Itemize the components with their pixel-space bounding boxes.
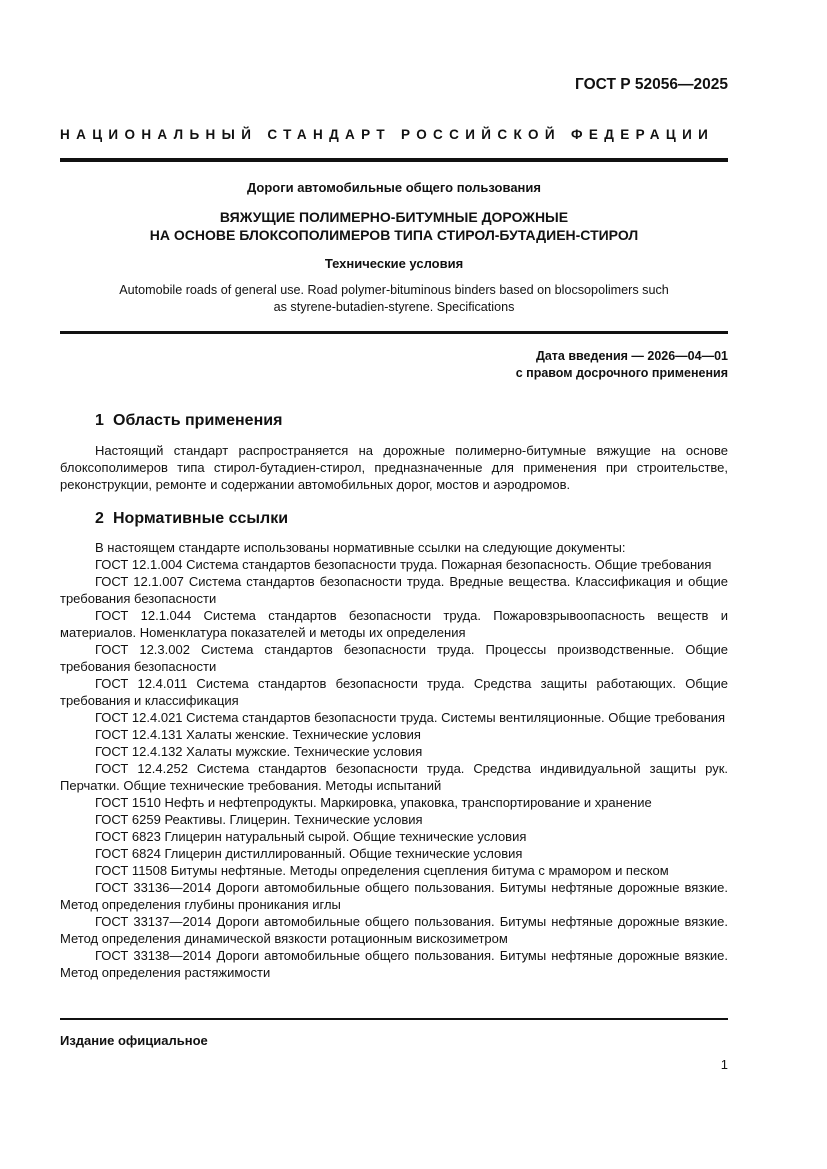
section-1-paragraph: Настоящий стандарт распространяется на дорожные полимерно-битумные вяжущие на основе блоксополимеров типа стирол-бутадиен-стирол, предназначенные для применения при строительстве, реконструкции, ремонте и содержании автомобильных дорог, мостов и аэродромов. (60, 443, 728, 492)
reference-item: ГОСТ 1510 Нефть и нефтепродукты. Маркировка, упаковка, транспортирование и хранение (95, 795, 652, 810)
reference-item: ГОСТ 12.4.132 Халаты мужские. Технические условия (95, 744, 423, 759)
reference-item: ГОСТ 6259 Реактивы. Глицерин. Технические условия (95, 812, 423, 827)
reference-item: ГОСТ 12.1.004 Система стандартов безопасности труда. Пожарная безопасность. Общие требования (95, 557, 712, 572)
edition-label: Издание официальное (60, 1033, 208, 1048)
introduction-date-line-2: с правом досрочного применения (515, 366, 728, 380)
reference-item: ГОСТ 6823 Глицерин натуральный сырой. Общие технические условия (95, 829, 527, 844)
middle-rule (60, 331, 728, 334)
english-title-line-1: Automobile roads of general use. Road polymer-bituminous binders based on blocsopolimers such (119, 283, 669, 297)
section-2-number: 2 (95, 510, 104, 527)
reference-item: ГОСТ 12.4.252 Система стандартов безопасности труда. Средства индивидуальной защиты рук. Перчатки. Общие технические требования. Методы испытаний (60, 761, 728, 793)
english-title (60, 282, 728, 316)
introduction-date (516, 348, 728, 382)
section-2-intro: В настоящем стандарте использованы нормативные ссылки на следующие документы: (95, 540, 626, 555)
document-number: ГОСТ Р 52056—2025 (575, 76, 728, 93)
document-title (60, 208, 728, 244)
section-2-heading (95, 510, 288, 528)
reference-list (60, 556, 728, 981)
title-line-2: НА ОСНОВЕ БЛОКСОПОЛИМЕРОВ ТИПА СТИРОЛ-БУТАДИЕН-СТИРОЛ (149, 227, 639, 243)
reference-item: ГОСТ 11508 Битумы нефтяные. Методы определения сцепления битума с мрамором и песком (95, 863, 669, 878)
reference-item: ГОСТ 12.3.002 Система стандартов безопасности труда. Процессы производственные. Общие требования безопасности (60, 642, 728, 674)
section-1-title: Область применения (113, 412, 283, 429)
document-subtitle: Технические условия (324, 256, 464, 271)
reference-item: ГОСТ 33137—2014 Дороги автомобильные общего пользования. Битумы нефтяные дорожные вязкие. Метод определения динамической вязкости ротационным вискозиметром (60, 914, 728, 946)
reference-item: ГОСТ 12.1.007 Система стандартов безопасности труда. Вредные вещества. Классификация и общие требования безопасности (60, 574, 728, 606)
top-rule (60, 158, 728, 162)
introduction-date-line-1: Дата введения — 2026—04—01 (535, 349, 728, 363)
reference-item: ГОСТ 12.4.131 Халаты женские. Технические условия (95, 727, 421, 742)
page-number: 1 (720, 1057, 728, 1072)
reference-item: ГОСТ 12.4.011 Система стандартов безопасности труда. Средства защиты работающих. Общие требования и классификация (60, 676, 728, 708)
reference-item: ГОСТ 12.1.044 Система стандартов безопасности труда. Пожаровзрывоопасность веществ и материалов. Номенклатура показателей и методы их определения (60, 608, 728, 640)
standard-banner: НАЦИОНАЛЬНЫЙ СТАНДАРТ РОССИЙСКОЙ ФЕДЕРАЦИИ (60, 127, 715, 142)
reference-item: ГОСТ 6824 Глицерин дистиллированный. Общие технические условия (95, 846, 523, 861)
road-category: Дороги автомобильные общего пользования (247, 180, 541, 195)
section-1-body (60, 442, 728, 493)
reference-item: ГОСТ 33136—2014 Дороги автомобильные общего пользования. Битумы нефтяные дорожные вязкие. Метод определения глубины проникания иглы (60, 880, 728, 912)
section-1-number: 1 (95, 412, 104, 429)
reference-item: ГОСТ 12.4.021 Система стандартов безопасности труда. Системы вентиляционные. Общие требования (95, 710, 726, 725)
title-line-1: ВЯЖУЩИЕ ПОЛИМЕРНО-БИТУМНЫЕ ДОРОЖНЫЕ (219, 209, 569, 225)
bottom-rule (60, 1018, 728, 1020)
section-1-heading (95, 412, 282, 430)
reference-item: ГОСТ 33138—2014 Дороги автомобильные общего пользования. Битумы нефтяные дорожные вязкие. Метод определения растяжимости (60, 948, 728, 980)
section-2-title: Нормативные ссылки (113, 510, 289, 527)
section-2-body (60, 539, 728, 981)
english-title-line-2: as styrene-butadien-styrene. Specifications (273, 300, 515, 314)
